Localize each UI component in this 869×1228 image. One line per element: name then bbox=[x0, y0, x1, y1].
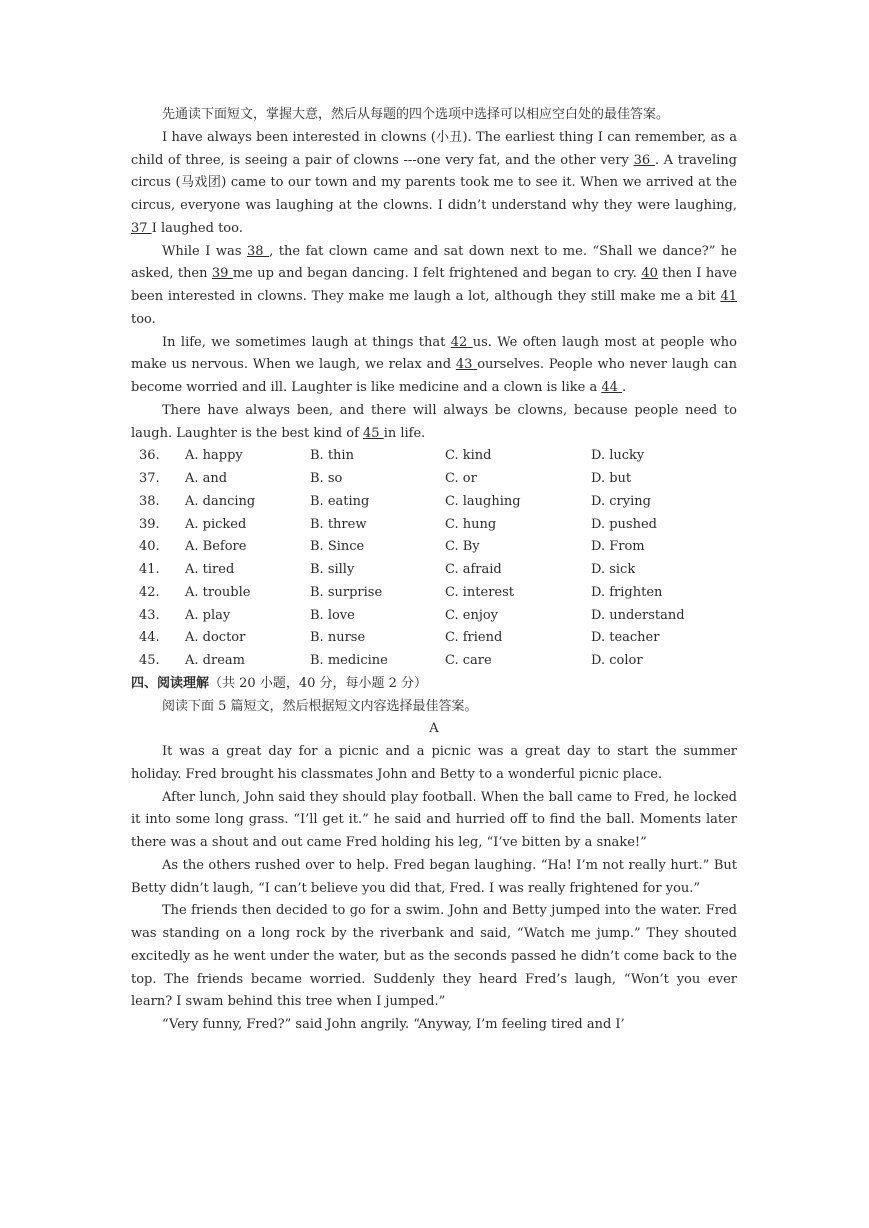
option-d: D. color bbox=[591, 653, 643, 668]
text-run: then I have been interested in clowns. They make me laugh a lot, although they still make me a bit bbox=[131, 266, 737, 304]
option-row-43 bbox=[131, 605, 685, 628]
blank-45: 45 bbox=[363, 425, 384, 441]
option-a: A. dream bbox=[185, 653, 245, 668]
option-b: B. eating bbox=[310, 493, 370, 509]
text-run: . bbox=[622, 380, 627, 395]
option-row-37 bbox=[131, 468, 685, 491]
cloze-instructions: 先通读下面短文，掌握大意，然后从每题的四个选项中选择可以相应空白处的最佳答案。 bbox=[162, 107, 670, 122]
option-row-40 bbox=[131, 536, 685, 559]
option-b: B. nurse bbox=[310, 630, 366, 646]
option-d: D. but bbox=[591, 471, 632, 486]
question-number: 42. bbox=[139, 584, 160, 600]
blank-43: 43 bbox=[455, 357, 478, 373]
section-subtitle: （共 20 小题，40 分，每小题 2 分） bbox=[209, 675, 428, 691]
option-a: A. play bbox=[185, 607, 231, 623]
question-number: 43. bbox=[139, 607, 160, 623]
option-d: D. crying bbox=[591, 493, 651, 509]
option-b: B. silly bbox=[310, 562, 355, 577]
cloze-paragraph-1 bbox=[131, 127, 737, 241]
passage-label: A bbox=[429, 721, 439, 737]
text-run: in life. bbox=[383, 425, 426, 441]
question-number: 45. bbox=[139, 653, 160, 668]
text-run: While I was bbox=[162, 243, 248, 259]
section-heading bbox=[131, 673, 737, 696]
options-table bbox=[131, 445, 685, 673]
blank-40: 40 bbox=[641, 266, 658, 282]
text-run: us. We often laugh most at people who make us nervous. When we laugh, we relax and bbox=[131, 334, 737, 373]
option-d: D. understand bbox=[591, 607, 685, 623]
option-a: A. and bbox=[185, 471, 228, 486]
text-run: , the fat clown came and sat down next to me. “Shall we dance?” he asked, then bbox=[131, 243, 737, 282]
option-b: B. surprise bbox=[310, 584, 383, 600]
option-a: A. picked bbox=[185, 516, 247, 532]
section-title: 四、阅读理解 bbox=[131, 675, 210, 691]
option-row-45 bbox=[131, 650, 685, 673]
question-number: 40. bbox=[139, 539, 160, 555]
option-row-38 bbox=[131, 491, 685, 514]
option-c: C. friend bbox=[445, 630, 503, 646]
text-run: I have always been interested in clowns (小丑). The earliest thing I can remember, as a child of three, is seeing a pair of clowns ---one very fat, and the other very bbox=[131, 129, 737, 168]
option-a: A. doctor bbox=[185, 630, 246, 646]
question-number: 36. bbox=[139, 448, 160, 464]
option-row-39 bbox=[131, 514, 685, 537]
option-a: A. happy bbox=[185, 448, 243, 464]
option-b: B. Since bbox=[310, 539, 365, 555]
option-c: C. enjoy bbox=[445, 607, 499, 623]
option-d: D. pushed bbox=[591, 516, 657, 532]
blank-37: 37 bbox=[131, 220, 152, 236]
option-c: C. interest bbox=[445, 584, 514, 600]
cloze-paragraph-3 bbox=[131, 332, 737, 400]
question-number: 41. bbox=[139, 562, 160, 577]
option-d: D. frighten bbox=[591, 584, 663, 600]
question-number: 37. bbox=[139, 471, 160, 486]
option-c: C. or bbox=[445, 471, 477, 486]
blank-42: 42 bbox=[450, 334, 473, 350]
blank-41: 41 bbox=[720, 289, 737, 304]
option-row-36 bbox=[131, 445, 685, 468]
text-run: . A traveling circus (马戏团) came to our town and my parents took me to see it. When we arrived at the circus, everyone was laughing at the clowns. I didn’t understand why they were laughing, bbox=[131, 152, 737, 213]
option-row-44 bbox=[131, 627, 685, 650]
option-d: D. sick bbox=[591, 562, 636, 577]
blank-38: 38 bbox=[247, 243, 270, 259]
reading-instructions: 阅读下面 5 篇短文，然后根据短文内容选择最佳答案。 bbox=[162, 698, 478, 714]
option-c: C. hung bbox=[445, 516, 497, 532]
cloze-paragraph-2 bbox=[131, 241, 737, 332]
passage-a-paragraph: It was a great day for a picnic and a picnic was a great day to start the summer holiday. Fred brought his classmates John and Betty to a wonderful picnic place. bbox=[131, 744, 737, 782]
option-b: B. so bbox=[310, 471, 343, 486]
text-run: In life, we sometimes laugh at things that bbox=[162, 334, 451, 350]
option-b: B. thin bbox=[310, 448, 354, 464]
text-run: too. bbox=[131, 311, 156, 327]
question-number: 38. bbox=[139, 493, 160, 509]
text-run: me up and began dancing. I felt frightened and began to cry. bbox=[232, 266, 642, 282]
text-run: There have always been, and there will always be clowns, because people need to laugh. Laughter is the best kind of bbox=[131, 402, 737, 441]
passage-a-paragraph: After lunch, John said they should play football. When the ball came to Fred, he locked it into some long grass. “I’ll get it.” he said and hurried off to find the ball. Moments later there was a shout and out came Fred holding his leg, “I’ve bitten by a snake!” bbox=[131, 789, 737, 850]
option-a: A. Before bbox=[185, 539, 247, 555]
option-row-41 bbox=[131, 559, 685, 582]
blank-44: 44 bbox=[601, 380, 623, 395]
option-d: D. lucky bbox=[591, 448, 645, 464]
text-run: ourselves. People who never laugh can become worried and ill. Laughter is like medicine and a clown is like a bbox=[131, 357, 737, 395]
option-d: D. From bbox=[591, 539, 645, 555]
option-c: C. care bbox=[445, 653, 492, 668]
question-number: 39. bbox=[139, 516, 160, 532]
option-c: C. By bbox=[445, 539, 480, 555]
passage-a-paragraph: The friends then decided to go for a swim. John and Betty jumped into the water. Fred was standing on a long rock by the riverbank and said, “Watch me jump.” They shouted excitedly as he went under the water, but as the seconds passed he didn’t come back to the top. The friends became worried. Suddenly they heard Fred’s laugh, “Won’t you ever learn? I swam behind this tree when I jumped.” bbox=[131, 903, 737, 1010]
option-c: C. afraid bbox=[445, 562, 502, 577]
passage-a-paragraph: “Very funny, Fred?” said John angrily. “Anyway, I’m feeling tired and I’ bbox=[162, 1017, 625, 1032]
option-b: B. threw bbox=[310, 516, 367, 532]
option-a: A. dancing bbox=[185, 493, 256, 509]
option-c: C. kind bbox=[445, 448, 492, 464]
blank-39: 39 bbox=[211, 266, 233, 282]
option-a: A. trouble bbox=[185, 584, 251, 600]
option-b: B. love bbox=[310, 607, 355, 623]
option-row-42 bbox=[131, 582, 685, 605]
option-b: B. medicine bbox=[310, 653, 388, 668]
option-d: D. teacher bbox=[591, 630, 660, 646]
document-page bbox=[131, 104, 737, 1037]
option-a: A. tired bbox=[185, 562, 235, 577]
blank-36: 36 bbox=[633, 152, 655, 168]
text-run: I laughed too. bbox=[151, 220, 243, 236]
cloze-paragraph-4 bbox=[131, 400, 737, 446]
passage-a-paragraph: As the others rushed over to help. Fred began laughing. “Ha! I’m not really hurt.” But Betty didn’t laugh, “I can’t believe you did that, Fred. I was really frightened for you.” bbox=[131, 857, 737, 896]
question-number: 44. bbox=[139, 630, 160, 646]
option-c: C. laughing bbox=[445, 493, 521, 509]
